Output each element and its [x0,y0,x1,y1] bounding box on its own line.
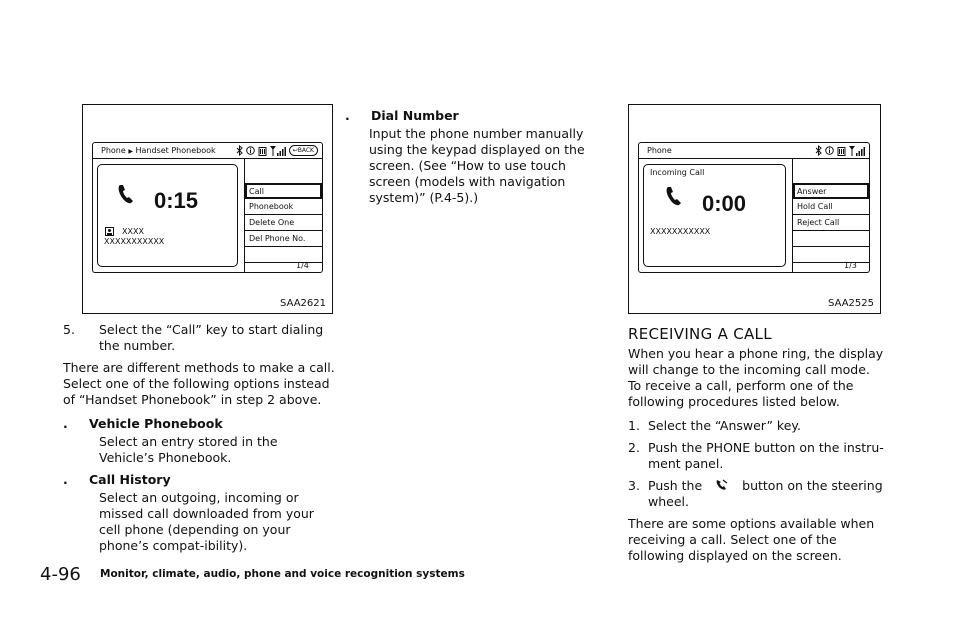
section-heading: RECEIVING A CALL [628,325,772,343]
incoming-call-label: Incoming Call [650,168,705,177]
steering-phone-icon [714,479,730,491]
paragraph: When you hear a phone ring, the display will change to the incoming call mode. To receive a call, perform one of the following procedures listed below. [628,346,884,409]
phone-handset-icon [117,183,135,205]
bullet-text: Select an entry stored in the Vehicle’s Phonebook. [99,434,278,465]
signal-icon [270,146,286,156]
phone-handset-icon [665,185,683,207]
signal-icon [849,146,865,156]
menu-empty[interactable] [793,247,869,263]
menu-phonebook[interactable] [245,199,322,215]
breadcrumb-arrow-icon: ▶ [128,148,133,155]
menu-empty[interactable] [245,247,322,263]
menu-call-label: Call [249,187,264,196]
menu-list [792,159,869,272]
breadcrumb-phone: Phone [101,146,126,155]
paragraph: There are some options available when receiving a call. Select one of the following displayed on the screen. [628,516,875,563]
bullet-dot: . [63,416,68,431]
phone-screen [92,142,323,273]
menu-hold-call-label: Hold Call [797,202,833,211]
page-indicator: 1/3 [844,261,857,270]
page-indicator: 1/4 [296,261,309,270]
page-number: 4-96 [40,564,81,585]
figure-handset-phonebook [82,104,333,314]
figure-incoming-call [628,104,881,314]
bullet-dot: . [345,108,350,123]
call-panel [97,164,238,267]
bullet-title [63,416,335,432]
figure-caption: SAA2525 [828,298,874,309]
footer-title: Monitor, climate, audio, phone and voice recognition systems [100,568,465,580]
menu-reject-call[interactable] [793,215,869,231]
menu-hold-call[interactable] [793,199,869,215]
menu-answer[interactable] [793,183,869,199]
menu-empty[interactable] [793,231,869,247]
bullet-text: Select an outgoing, incoming or missed call downloaded from your cell phone (depending on your phone’s compat-ibility). [99,490,314,553]
bullet-title [63,472,335,488]
column-2-text [345,108,605,212]
header-phone: Phone [647,146,672,155]
contact-name: XXXX [122,227,144,236]
status-icons [236,145,318,156]
back-button[interactable] [289,145,318,156]
step-text: Select the “Call” key to start dialing the number. [99,322,324,353]
step-text: Select the “Answer” key. [648,418,801,433]
bullet-text: Input the phone number manually using the keypad displayed on the screen. (See “How to use touch screen (models with navigation system)” (P.4-5).) [369,126,585,205]
step-3 [628,478,884,510]
menu-reject-call-label: Reject Call [797,218,840,227]
step-2 [628,440,884,472]
menu-phonebook-label: Phonebook [249,202,294,211]
step-5 [63,322,335,354]
step-text: Push the [648,478,703,493]
bluetooth-icon [815,145,822,156]
caller-number: XXXXXXXXXXX [650,227,711,236]
contact-icon [105,227,114,236]
call-timer: 0:00 [702,191,747,216]
step-number: 3. [628,478,640,493]
call-timer: 0:15 [154,188,199,213]
step-number: 2. [628,440,640,455]
step-number: 1. [628,418,640,433]
menu-call[interactable] [245,183,322,199]
bullet-vehicle-phonebook: Vehicle Phonebook [89,416,223,431]
contact-number: XXXXXXXXXXX [104,237,165,246]
battery-icon [837,146,846,156]
bullet-call-history: Call History [89,472,171,487]
paragraph: There are different methods to make a call. Select one of the following options instead of “Handset Phonebook” in step 2 above. [63,360,335,407]
info-icon [246,146,255,155]
bullet-dial-number: Dial Number [371,108,459,123]
info-icon [825,146,834,155]
back-arrow-icon: ↩ [292,147,298,154]
step-text: Push the PHONE button on the instru-ment panel. [648,440,884,471]
call-panel [643,164,786,267]
step-number: 5. [63,322,75,337]
breadcrumb-handset-phonebook: Handset Phonebook [135,146,216,155]
bullet-title [345,108,605,124]
back-label: BACK [297,147,314,154]
phone-screen [638,142,870,273]
menu-answer-label: Answer [797,187,827,196]
bullet-dot: . [63,472,68,487]
menu-del-phone-no-label: Del Phone No. [249,234,306,243]
bluetooth-icon [236,145,243,156]
menu-del-phone-no[interactable] [245,231,322,247]
column-3-text [628,346,884,572]
status-icons [815,145,865,156]
screen-header [639,143,869,159]
menu-delete-one[interactable] [245,215,322,231]
menu-list [244,159,322,272]
menu-delete-one-label: Delete One [249,218,295,227]
step-text: button on the steering wheel. [648,478,883,509]
battery-icon [258,146,267,156]
screen-header [93,143,322,159]
step-1 [628,418,884,434]
column-1-text [63,322,335,560]
figure-caption: SAA2621 [280,298,326,309]
